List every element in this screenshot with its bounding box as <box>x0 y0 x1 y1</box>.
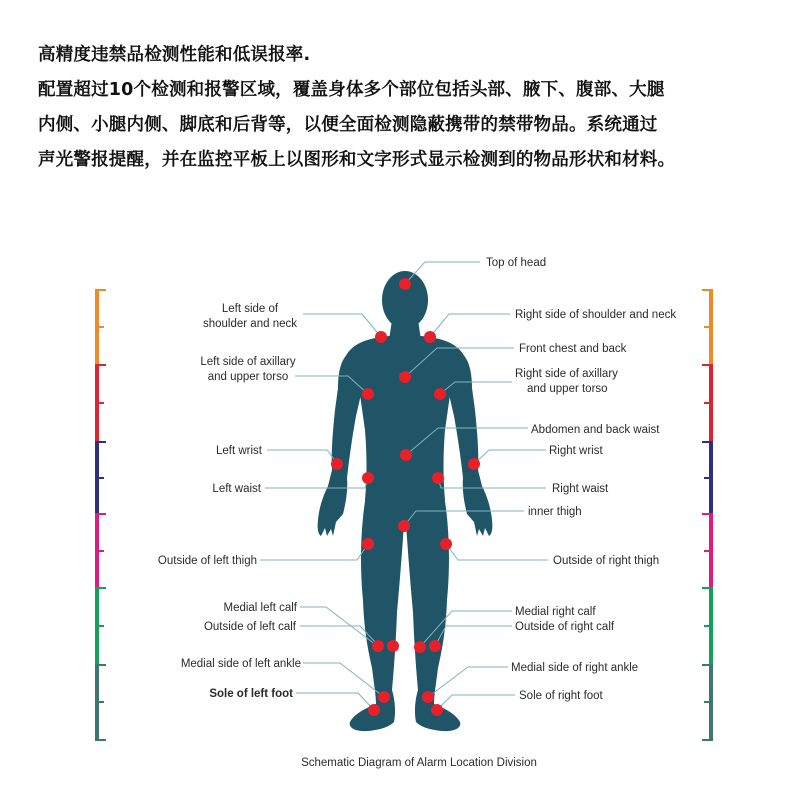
label-left-waist: Left waist <box>212 483 261 495</box>
marker-medial-right-ankle <box>422 691 434 703</box>
marker-left-waist <box>362 472 374 484</box>
heading-line-1: 高精度违禁品检测性能和低误报率. <box>38 45 311 65</box>
label-outside-right-thigh: Outside of right thigh <box>553 555 660 567</box>
label-sole-left-foot: Sole of left foot <box>209 688 293 700</box>
marker-outside-left-calf <box>372 640 384 652</box>
right-arm-shape <box>448 352 493 536</box>
heading-line-2: 配置超过10个检测和报警区域，覆盖身体多个部位包括头部、腋下、腹部、大腿 <box>38 80 665 100</box>
label-right-axillary-line2: and upper torso <box>527 383 608 395</box>
heading-line-4: 声光警报提醒，并在监控平板上以图形和文字形式显示检测到的物品形状和材料。 <box>38 150 676 170</box>
marker-outside-right-calf <box>429 640 441 652</box>
marker-right-axillary <box>434 388 446 400</box>
marker-left-shoulder <box>375 331 387 343</box>
label-left-shoulder-line1: Left side of <box>221 303 279 315</box>
label-medial-left-calf: Medial left calf <box>223 602 297 614</box>
diagram-caption: Schematic Diagram of Alarm Location Division <box>301 757 537 769</box>
marker-medial-left-calf <box>387 640 399 652</box>
label-front-chest: Front chest and back <box>519 343 627 355</box>
marker-front-chest <box>399 371 411 383</box>
marker-left-wrist <box>331 458 343 470</box>
label-top-of-head: Top of head <box>486 257 547 269</box>
marker-abdomen <box>400 449 412 461</box>
label-medial-right-ankle: Medial side of right ankle <box>511 662 639 674</box>
marker-medial-left-ankle <box>378 691 390 703</box>
label-medial-left-ankle: Medial side of left ankle <box>180 658 301 670</box>
label-medial-right-calf: Medial right calf <box>515 606 596 618</box>
marker-right-waist <box>432 472 444 484</box>
label-outside-right-calf: Outside of right calf <box>515 621 615 633</box>
label-left-shoulder-line2: shoulder and neck <box>203 318 297 330</box>
marker-right-wrist <box>468 458 480 470</box>
marker-left-axillary <box>362 388 374 400</box>
label-inner-thigh: inner thigh <box>528 506 582 518</box>
label-left-axillary-line1: Left side of axillary <box>200 356 296 368</box>
label-right-waist: Right waist <box>552 483 609 495</box>
label-sole-right-foot: Sole of right foot <box>519 690 603 702</box>
marker-top-of-head <box>399 278 411 290</box>
marker-right-shoulder <box>424 331 436 343</box>
left-zone-scale <box>95 290 106 740</box>
label-right-wrist: Right wrist <box>549 445 603 457</box>
marker-sole-left-foot <box>368 704 380 716</box>
label-outside-left-thigh: Outside of left thigh <box>157 555 257 567</box>
marker-medial-right-calf <box>414 641 426 653</box>
label-outside-left-calf: Outside of left calf <box>203 621 296 633</box>
heading-line-3: 内侧、小腿内侧、脚底和后背等，以便全面检测隐蔽携带的禁带物品。系统通过 <box>38 115 658 135</box>
label-right-shoulder: Right side of shoulder and neck <box>515 309 677 321</box>
marker-inner-thigh <box>398 520 410 532</box>
label-left-wrist: Left wrist <box>215 445 262 457</box>
label-right-axillary-line1: Right side of axillary <box>515 368 618 380</box>
label-left-axillary-line2: and upper torso <box>207 371 289 383</box>
marker-outside-left-thigh <box>362 538 374 550</box>
left-leg-shape <box>350 495 404 731</box>
label-abdomen: Abdomen and back waist <box>531 424 660 436</box>
marker-sole-right-foot <box>431 704 443 716</box>
body-silhouette <box>318 271 493 731</box>
marker-outside-right-thigh <box>440 538 452 550</box>
left-arm-shape <box>318 352 363 536</box>
right-zone-scale <box>702 290 713 740</box>
